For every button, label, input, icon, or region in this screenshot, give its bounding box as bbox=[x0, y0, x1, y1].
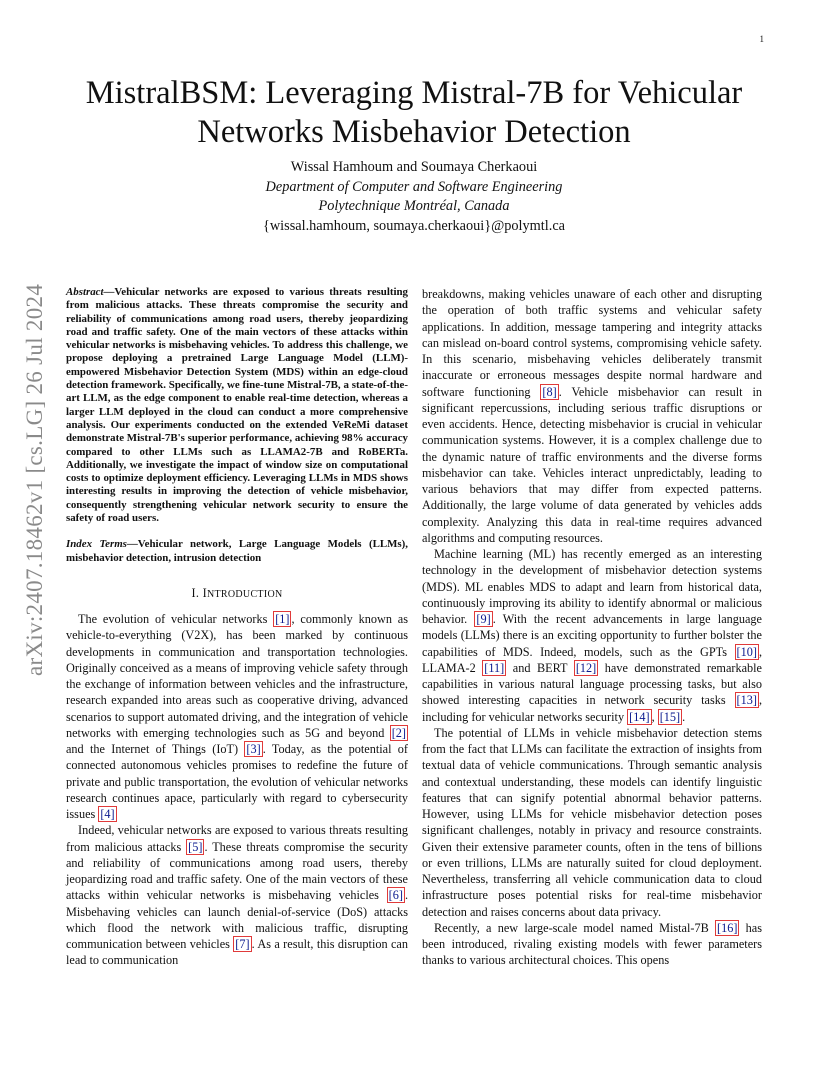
body-text: . Today, as the potential of connected autonomous vehicles promises to redefine the future of private and public transportation, the evolution of vehicular networks research continues apace, particularly with regard to cybersecurity issues bbox=[66, 742, 408, 822]
index-terms-label: Index Terms bbox=[66, 538, 127, 551]
section-heading-introduction bbox=[66, 585, 408, 603]
citation-link[interactable]: [7] bbox=[235, 937, 250, 952]
author-block bbox=[60, 158, 768, 236]
left-column bbox=[66, 286, 408, 969]
section-name-initial: I bbox=[202, 585, 207, 600]
body-paragraph bbox=[422, 920, 762, 969]
body-text: has been introduced, rivaling existing models with fewer parameters thanks to various architectural choices. This opens bbox=[422, 920, 762, 968]
body-paragraph bbox=[422, 286, 762, 546]
body-text: and BERT bbox=[506, 660, 574, 675]
index-terms bbox=[66, 538, 408, 565]
body-text: . Misbehaving vehicles can launch denial-of-service (DoS) attacks which flood the network with malicious traffic, disrupting communication between vehicles bbox=[66, 888, 408, 952]
arxiv-identifier-text: arXiv:2407.18462v1 [cs.LG] 26 Jul 2024 bbox=[22, 283, 47, 676]
citation-link[interactable]: [13] bbox=[736, 693, 757, 708]
citation-link[interactable]: [2] bbox=[391, 725, 406, 740]
page-number: 1 bbox=[759, 34, 764, 44]
citation-link[interactable]: [12] bbox=[575, 660, 597, 675]
citation-link[interactable]: [11] bbox=[484, 660, 505, 675]
body-text: The evolution of vehicular networks bbox=[78, 612, 274, 627]
body-text: Indeed, vehicular networks are exposed to various threats resulting from malicious attacks bbox=[66, 823, 408, 854]
citation-link[interactable]: [9] bbox=[476, 612, 491, 626]
abstract-text: —Vehicular networks are exposed to various threats resulting from malicious attacks. These threats compromise the security and reliability of communications among road users, thereby jeopardizing road and traffic safety. One of the main vectors of these attacks within vehicular networks is misbehaving vehicles. To address this challenge, we propose deploying a pretrained Large Language Model (LLM)-empowered Misbehavior Detection System (MDS) within an edge-cloud detection framework. Specifically, we fine-tune Mistral-7B, a state-of-the-art LLM, as the edge component to enable real-time detection, whereas a larger LLM deployed in the cloud can conduct a more comprehensive analysis. Our experiments conducted on the extended VeReMi dataset demonstrate Mistral-7B's superior performance, achieving 98% accuracy compared to other LLMs such as LLAMA2-7B and RoBERTa. Additionally, we investigate the impact of window size on computational costs to optimize deployment efficiency. Leveraging LLMs in MDS shows interesting results in improving the detection of vehicle misbehavior, consequently strengthening vehicular network security to ensure the safety of road users. bbox=[66, 286, 408, 525]
citation-link[interactable]: [6] bbox=[388, 888, 403, 903]
citation-link[interactable]: [14] bbox=[629, 709, 650, 724]
body-text: , bbox=[651, 709, 658, 724]
citation-link[interactable]: [15] bbox=[659, 709, 681, 724]
body-paragraph bbox=[66, 822, 408, 968]
body-text: breakdowns, making vehicles unaware of each other and disrupting the operation of both traffic systems and vehicular safety applications. In addition, message tampering and integrity attacks can mislead on-board control systems, compromising vehicle safety. In this scenario, misbehaving vehicles deliberately transmit inaccurate or erroneous messages despite normal hardware and software functioning bbox=[422, 287, 762, 399]
body-paragraph bbox=[66, 611, 408, 822]
author-institution: Polytechnique Montréal, Canada bbox=[318, 198, 510, 214]
body-text: . As a result, this disruption can lead to communication bbox=[66, 937, 408, 968]
arxiv-identifier-stamp[interactable] bbox=[22, 283, 52, 676]
section-numeral: I. bbox=[191, 585, 203, 600]
author-names: Wissal Hamhoum and Soumaya Cherkaoui bbox=[290, 159, 538, 175]
body-text: and the Internet of Things (IoT) bbox=[66, 742, 245, 757]
right-body bbox=[422, 286, 762, 969]
citation-link[interactable]: [16] bbox=[717, 920, 738, 935]
citation-link[interactable]: [1] bbox=[275, 612, 290, 627]
index-terms-text: —Vehicular network, Large Language Models (LLMs), misbehavior detection, intrusion detection bbox=[66, 538, 408, 564]
author-department: Department of Computer and Software Engineering bbox=[265, 178, 563, 195]
citation-link[interactable]: [10] bbox=[736, 644, 757, 659]
body-text: Machine learning (ML) has recently emerged as an interesting technology in the development of misbehavior detection systems (MDS). ML enables MDS to adapt and learn from historical data, continuously improving its ability to identify abnormal or malicious behavior. bbox=[422, 547, 762, 626]
body-paragraph bbox=[422, 725, 762, 920]
body-text: , including for vehicular networks security bbox=[422, 693, 762, 724]
body-text: . These threats compromise the security and reliability of communications among road users, thereby jeopardizing road and traffic safety. One of the main vectors of these attacks within vehicular networks is misbehaving vehicles bbox=[66, 839, 408, 903]
body-paragraph bbox=[422, 546, 762, 725]
body-text: , LLAMA-2 bbox=[422, 644, 762, 675]
body-text: have demonstrated remarkable capabilities in various natural language processing tasks, but also showed interesting capacities in network security tasks bbox=[422, 660, 762, 708]
body-text: . Vehicle misbehavior can result in significant repercussions, including serious traffic disruptions or even accidents. Hence, detecting misbehavior is crucial in vehicular communication systems. However, it is a complex challenge due to the dynamic nature of traffic environments and the diverse forms misbehavior can take. Vehicles interact unpredictably, leading to various behaviors that may differ from expected patterns. Additionally, the large volume of data generated by vehicles adds complexity. Analyzing this data in real-time requires advanced algorithms and computing resources. bbox=[422, 384, 762, 545]
abstract-label: Abstract bbox=[66, 286, 104, 298]
citation-link[interactable]: [8] bbox=[542, 384, 557, 399]
left-body bbox=[66, 611, 408, 969]
citation-link[interactable]: [4] bbox=[100, 807, 115, 822]
paper-title: MistralBSM: Leveraging Mistral-7B for Vehicular Networks Misbehavior Detection bbox=[85, 75, 743, 150]
body-text: , commonly known as vehicle-to-everything (V2X), has been marked by continuous developments in communication and transportation technologies. Originally conceived as a means of improving vehicle safety through the exchange of information between vehicles and the infrastructure, research expanded into areas such as cooperative driving, advanced scenarios to support automated driving, and the integration of vehicle networks with emerging technologies such as 5G and beyond bbox=[66, 612, 408, 740]
abstract bbox=[66, 286, 408, 525]
citation-link[interactable]: [5] bbox=[188, 839, 203, 854]
body-text: Recently, a new large-scale model named Mistal-7B bbox=[434, 920, 715, 935]
body-text: . With the recent advancements in large language models (LLMs) there is an exciting opportunity to further bolster the capabilities of MDS. Indeed, models, such as the GPTs bbox=[422, 612, 762, 659]
body-text: . bbox=[682, 709, 686, 724]
section-name-rest: NTRODUCTION bbox=[206, 588, 283, 600]
citation-link[interactable]: [3] bbox=[246, 742, 261, 757]
author-email: {wissal.hamhoum, soumaya.cherkaoui}@polymtl.ca bbox=[262, 217, 566, 234]
right-column bbox=[422, 286, 762, 969]
body-text: The potential of LLMs in vehicle misbehavior detection stems from the fact that LLMs can facilitate the extraction of insights from textual data of vehicle communications. Through semantic analysis and contextual understanding, these models can identify linguistic features that can signify potential abnormal behavior patterns. However, using LLMs for vehicle misbehavior detection poses significant challenges, notably in privacy and resource constraints. Given their extensive parameter counts, often in the tens of billions or even trillions, LLMs are naturally suited for cloud deployment. Nevertheless, transferring all vehicle communication data to cloud infrastructure poses potential risks for real-time misbehavior detection and raises concerns about data privacy. bbox=[422, 725, 762, 919]
